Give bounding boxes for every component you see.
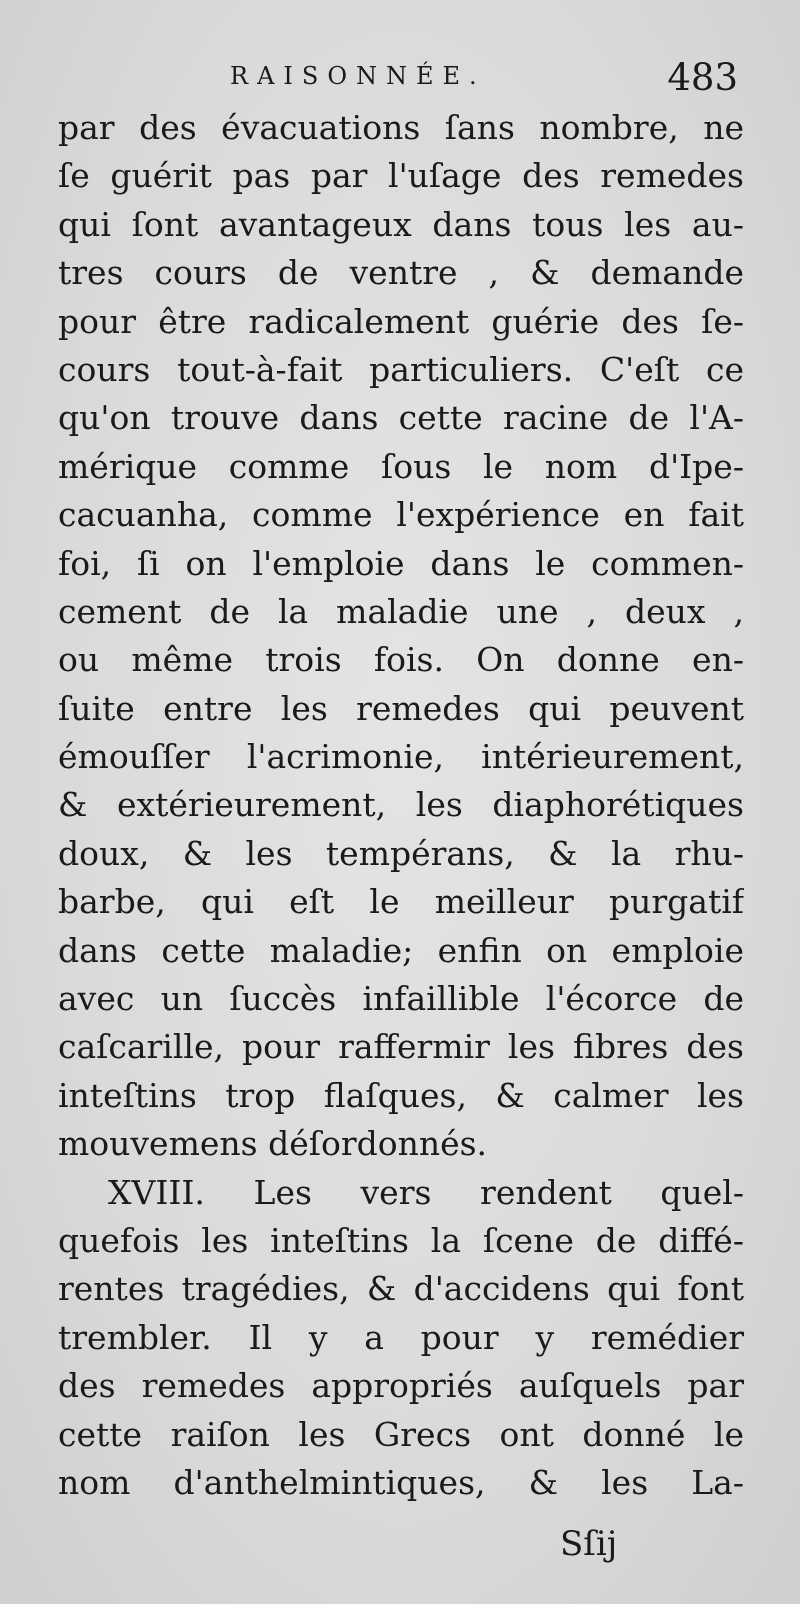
text-line: quefois les inteſtins la ſcene de diffé- bbox=[58, 1220, 744, 1260]
text-line: dans cette maladie; enfin on emploie bbox=[58, 930, 744, 970]
section-start-line: XVIII. Les vers rendent quel- bbox=[108, 1172, 744, 1212]
text-line: ſuite entre les remedes qui peuvent bbox=[58, 688, 744, 728]
text-line: & extérieurement, les diaphorétiques bbox=[58, 785, 744, 825]
text-line: ſe guérit pas par l'uſage des remedes bbox=[58, 156, 744, 196]
text-line: pour être radicalement guérie des ſe- bbox=[58, 301, 744, 341]
text-line: trembler. Il y a pour y remédier bbox=[58, 1317, 744, 1357]
running-head: RAISONNÉE. bbox=[230, 62, 486, 90]
text-line: ou même trois fois. On donne en- bbox=[58, 640, 744, 680]
page-header bbox=[58, 56, 744, 104]
text-line: émouſſer l'acrimonie, intérieurement, bbox=[58, 737, 744, 777]
text-line: cacuanha, comme l'expérience en fait bbox=[58, 495, 744, 535]
page-number: 483 bbox=[667, 56, 738, 99]
text-line: cours tout-à-fait particuliers. C'eſt ce bbox=[58, 349, 744, 389]
text-line: cement de la maladie une , deux , bbox=[58, 591, 744, 631]
text-line: rentes tragédies, & d'accidens qui font bbox=[58, 1269, 744, 1309]
text-line: des remedes appropriés auſquels par bbox=[58, 1366, 744, 1406]
text-line: mérique comme ſous le nom d'Ipe- bbox=[58, 446, 744, 486]
body-text bbox=[58, 104, 744, 1507]
text-line: qu'on trouve dans cette racine de l'A- bbox=[58, 398, 744, 438]
signature-mark: Sſij bbox=[560, 1524, 618, 1564]
text-line: caſcarille, pour raffermir les fibres des bbox=[58, 1027, 744, 1067]
paragraph-end-line: mouvemens déſordonnés. bbox=[58, 1124, 488, 1164]
text-line: foi, ſi on l'emploie dans le commen- bbox=[58, 543, 744, 583]
text-line: inteſtins trop flaſques, & calmer les bbox=[58, 1075, 744, 1115]
text-line: cette raiſon les Grecs ont donné le bbox=[58, 1414, 744, 1454]
text-line: tres cours de ventre , & demande bbox=[58, 253, 744, 293]
text-line: par des évacuations ſans nombre, ne bbox=[58, 108, 744, 147]
text-line: barbe, qui eſt le meilleur purgatif bbox=[58, 882, 744, 922]
text-line: nom d'anthelmintiques, & les La- bbox=[58, 1462, 744, 1502]
text-line: qui ſont avantageux dans tous les au- bbox=[58, 204, 744, 244]
text-line: avec un ſuccès infaillible l'écorce de bbox=[58, 979, 744, 1019]
text-line: doux, & les tempérans, & la rhu- bbox=[58, 833, 744, 873]
